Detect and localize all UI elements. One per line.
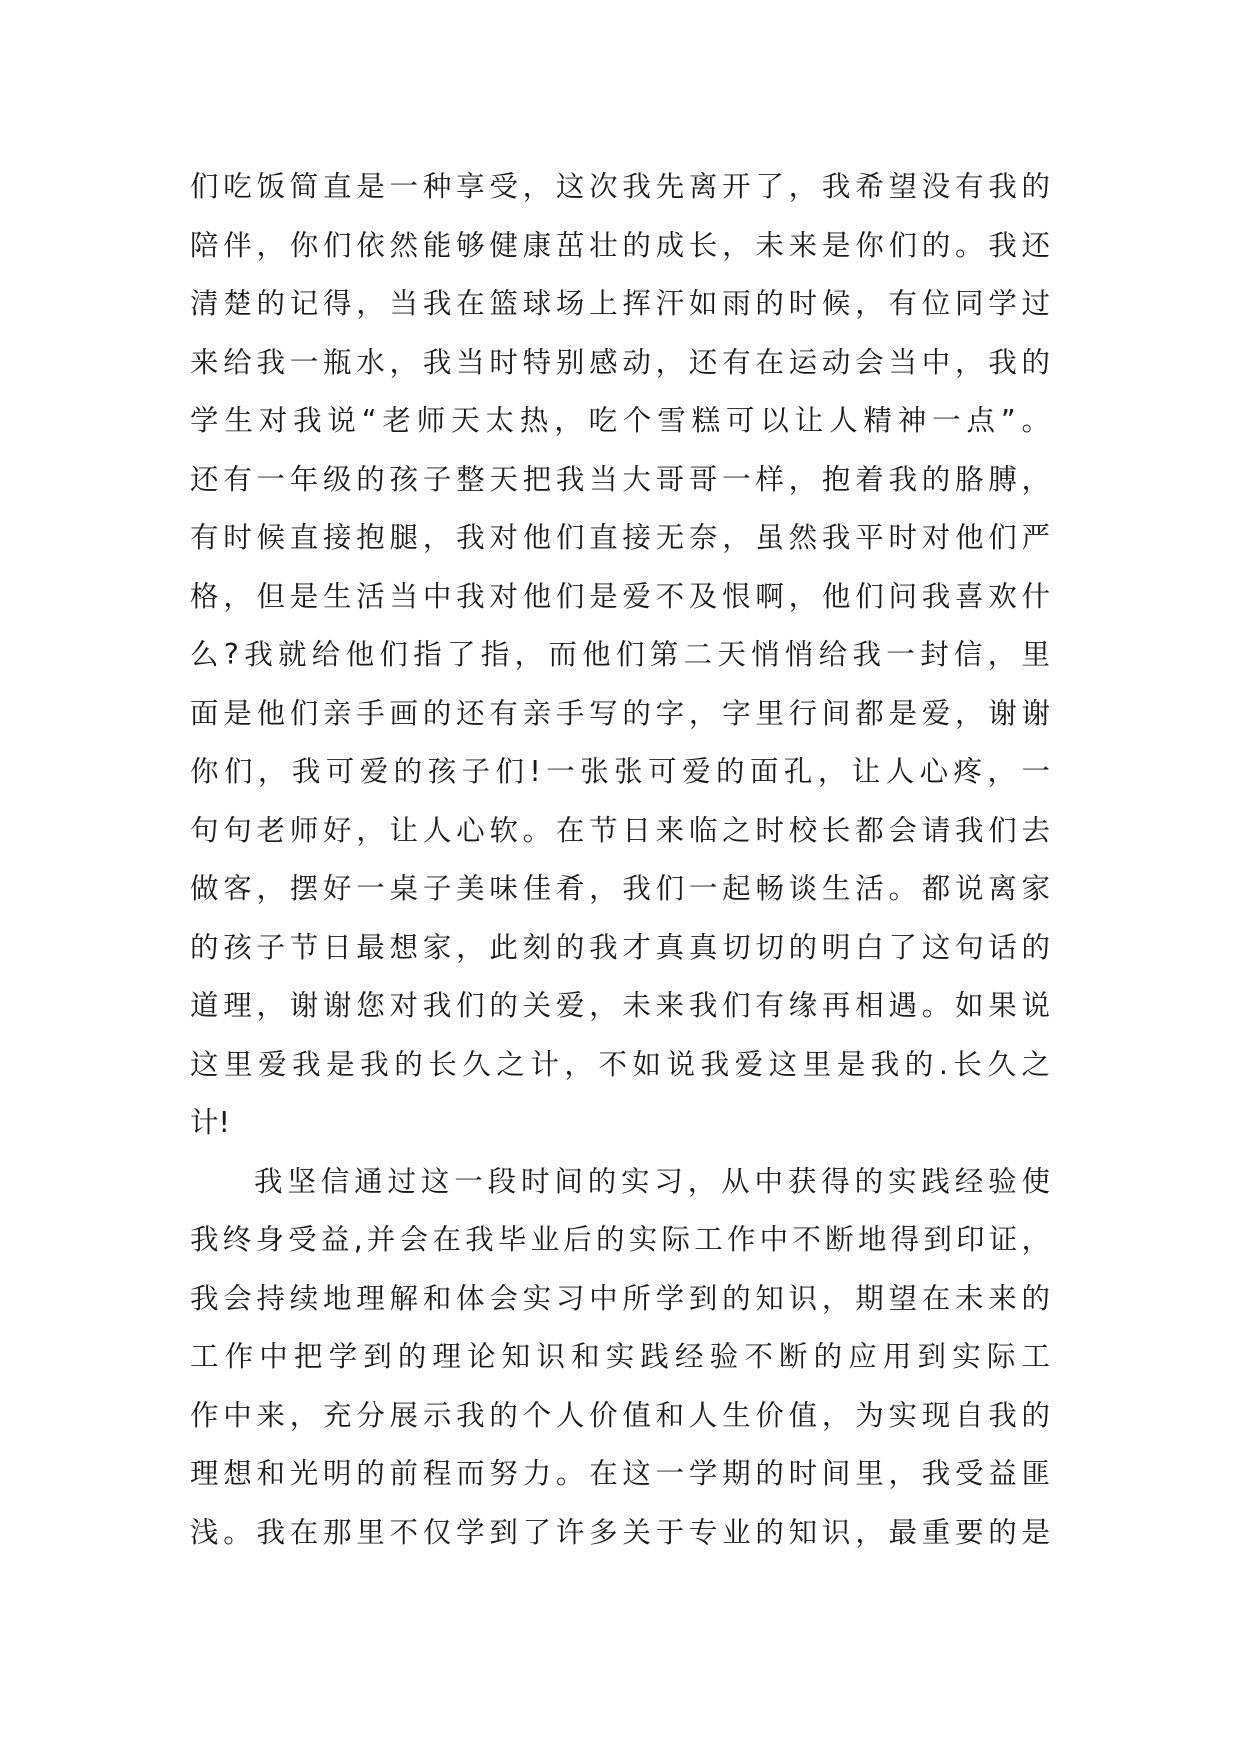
text-line: 作中来，充分展示我的个人价值和人生价值，为实现自我的 — [190, 1398, 1050, 1432]
text-line: 这里爱我是我的长久之计，不如说我爱这里是我的.长久之 — [190, 1047, 1050, 1081]
text-line: 你们，我可爱的孩子们!一张张可爱的面孔，让人心疼，一 — [190, 755, 1050, 788]
text-line: 格，但是生活当中我对他们是爱不及恨啊，他们问我喜欢什 — [190, 579, 1050, 613]
text-line: 有时候直接抱腿，我对他们直接无奈，虽然我平时对他们严 — [190, 521, 1050, 554]
paragraph-1 — [190, 158, 1050, 1153]
text-line: 么?我就给他们指了指，而他们第二天悄悄给我一封信，里 — [190, 638, 1050, 671]
text-line: 的孩子节日最想家，此刻的我才真真切切的明白了这句话的 — [190, 930, 1050, 964]
document-body — [190, 158, 1050, 1562]
paragraph-2 — [190, 1153, 1050, 1563]
text-line: 做客，摆好一桌子美味佳肴，我们一起畅谈生活。都说离家 — [190, 872, 1050, 905]
text-line: 陪伴，你们依然能够健康茁壮的成长，未来是你们的。我还 — [190, 228, 1050, 262]
text-line: 还有一年级的孩子整天把我当大哥哥一样，抱着我的胳膊， — [190, 462, 1050, 496]
text-line: 我终身受益,并会在我毕业后的实际工作中不断地得到印证， — [190, 1223, 1050, 1256]
text-line: 面是他们亲手画的还有亲手写的字，字里行间都是爱，谢谢 — [190, 696, 1050, 730]
text-line: 学生对我说“老师天太热，吃个雪糕可以让人精神一点”。 — [190, 404, 1050, 437]
text-line: 清楚的记得，当我在篮球场上挥汗如雨的时候，有位同学过 — [190, 287, 1050, 320]
text-line: 浅。我在那里不仅学到了许多关于专业的知识，最重要的是 — [190, 1515, 1050, 1549]
text-line: 道理，谢谢您对我们的关爱，未来我们有缘再相遇。如果说 — [190, 989, 1050, 1022]
text-line: 计! — [190, 1106, 230, 1139]
text-line: 句句老师好，让人心软。在节日来临之时校长都会请我们去 — [190, 813, 1050, 847]
text-line: 我会持续地理解和体会实习中所学到的知识，期望在未来的 — [190, 1281, 1050, 1315]
text-line: 工作中把学到的理论知识和实践经验不断的应用到实际工 — [190, 1340, 1050, 1373]
text-line: 们吃饭简直是一种享受，这次我先离开了，我希望没有我的 — [190, 170, 1050, 203]
text-line: 来给我一瓶水，我当时特别感动，还有在运动会当中，我的 — [190, 345, 1050, 379]
text-line: 理想和光明的前程而努力。在这一学期的时间里，我受益匪 — [190, 1457, 1050, 1490]
text-line: 我坚信通过这一段时间的实习，从中获得的实践经验使 — [254, 1164, 1050, 1198]
